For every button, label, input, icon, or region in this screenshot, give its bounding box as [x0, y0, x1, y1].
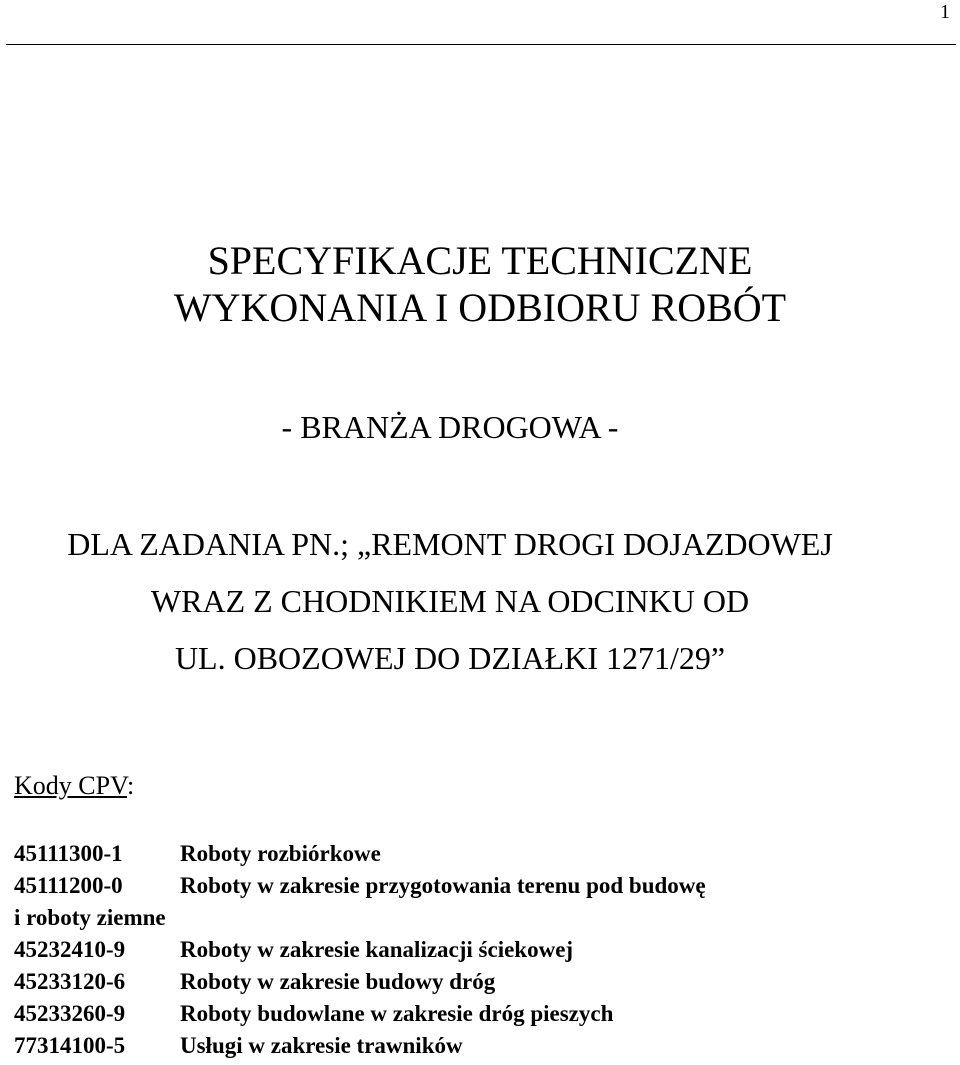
cpv-description: Roboty w zakresie kanalizacji ściekowej [180, 937, 574, 962]
cpv-description: Roboty budowlane w zakresie dróg pieszych [180, 1001, 614, 1026]
document-title-line-1: SPECYFIKACJE TECHNICZNE [207, 238, 753, 283]
cpv-heading-colon: : [126, 771, 135, 800]
cpv-code: 45233120-6 [14, 969, 126, 994]
cpv-code: 45233260-9 [14, 1001, 126, 1026]
cpv-heading [14, 770, 134, 802]
cpv-row [14, 934, 944, 966]
cpv-code: 77314100-5 [14, 1033, 126, 1058]
cpv-code: 45232410-9 [14, 937, 126, 962]
cpv-code: 45111200-0 [14, 873, 123, 898]
task-title-line-1: DLA ZADANIA PN.; „REMONT DROGI DOJAZDOWEJ [67, 526, 833, 562]
cpv-row [14, 838, 944, 870]
cpv-row [14, 1030, 944, 1062]
cpv-code-list [14, 838, 944, 1062]
page-number: 1 [940, 1, 950, 23]
cpv-row-continuation [14, 902, 944, 934]
branch-subtitle: - BRANŻA DROGOWA - [281, 409, 619, 445]
cpv-description: Usługi w zakresie trawników [180, 1033, 463, 1058]
cpv-row [14, 870, 944, 902]
cpv-code: 45111300-1 [14, 841, 123, 866]
cpv-description: Roboty w zakresie budowy dróg [180, 969, 496, 994]
cpv-description-continuation: i roboty ziemne [14, 905, 166, 930]
cpv-row [14, 998, 944, 1030]
cpv-row [14, 966, 944, 998]
task-title-line-2: WRAZ Z CHODNIKIEM NA ODCINKU OD [150, 583, 750, 619]
document-title-line-2: WYKONANIA I ODBIORU ROBÓT [173, 285, 787, 330]
task-title-line-3: UL. OBOZOWEJ DO DZIAŁKI 1271/29” [174, 640, 726, 676]
cpv-heading-label: Kody CPV [14, 771, 127, 800]
header-rule [6, 44, 956, 45]
cpv-description: Roboty w zakresie przygotowania terenu pod budowę [180, 873, 706, 898]
cpv-description: Roboty rozbiórkowe [180, 841, 381, 866]
